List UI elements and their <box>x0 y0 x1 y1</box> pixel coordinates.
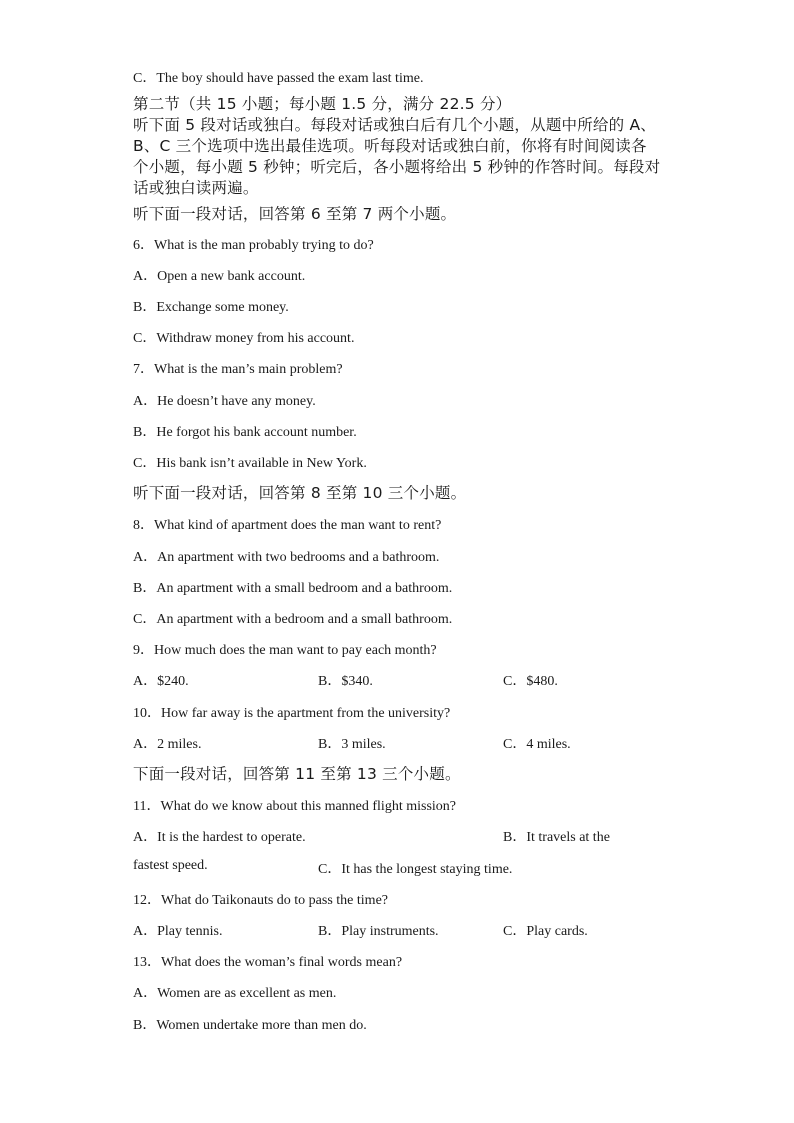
question-8: 8．What kind of apartment does the man want to rent? <box>133 518 442 533</box>
q6-option-b: B．Exchange some money. <box>133 300 289 315</box>
q9-option-a: A．$240. <box>133 674 189 689</box>
q7-option-c: C．His bank isn’t available in New York. <box>133 456 367 471</box>
q11-option-c: C．It has the longest staying time. <box>318 862 513 877</box>
q10-option-a: A．2 miles. <box>133 737 202 752</box>
question-13: 13．What does the woman’s final words mean? <box>133 955 403 970</box>
q11-option-b-start: B．It travels at the <box>503 830 610 845</box>
dialogue-intro-11-13: 下面一段对话，回答第 11 至第 13 三个小题。 <box>133 765 461 783</box>
q7-option-b: B．He forgot his bank account number. <box>133 425 357 440</box>
q11-option-b-end: fastest speed. <box>133 858 208 873</box>
question-6: 6．What is the man probably trying to do? <box>133 238 374 253</box>
question-9: 9．How much does the man want to pay each month? <box>133 643 437 658</box>
q6-option-a: A．Open a new bank account. <box>133 269 306 284</box>
q5-option-c: C．The boy should have passed the exam last time. <box>133 71 424 86</box>
q8-option-c: C．An apartment with a bedroom and a small bathroom. <box>133 612 453 627</box>
q13-option-a: A．Women are as excellent as men. <box>133 986 337 1001</box>
q10-option-b: B．3 miles. <box>318 737 386 752</box>
q6-option-c: C．Withdraw money from his account. <box>133 331 355 346</box>
q12-option-a: A．Play tennis. <box>133 924 223 939</box>
section-heading: 第二节（共 15 小题；每小题 1.5 分，满分 22.5 分） <box>133 95 512 113</box>
q9-option-b: B．$340. <box>318 674 373 689</box>
q13-option-b: B．Women undertake more than men do. <box>133 1018 367 1033</box>
q8-option-b: B．An apartment with a small bedroom and a bathroom. <box>133 581 453 596</box>
question-12: 12．What do Taikonauts do to pass the time? <box>133 893 388 908</box>
question-7: 7．What is the man’s main problem? <box>133 362 343 377</box>
question-11: 11．What do we know about this manned flight mission? <box>133 799 456 814</box>
q10-option-c: C．4 miles. <box>503 737 571 752</box>
question-10: 10．How far away is the apartment from the university? <box>133 706 451 721</box>
dialogue-intro-8-10: 听下面一段对话，回答第 8 至第 10 三个小题。 <box>133 484 467 502</box>
dialogue-intro-6-7: 听下面一段对话，回答第 6 至第 7 两个小题。 <box>133 205 457 223</box>
q12-option-c: C．Play cards. <box>503 924 588 939</box>
instructions-line-3: 个小题，每小题 5 秒钟；听完后，各小题将给出 5 秒钟的作答时间。每段对 <box>133 158 661 176</box>
instructions-line-2: B、C 三个选项中选出最佳选项。听每段对话或独白前，你将有时间阅读各 <box>133 137 647 155</box>
q9-option-c: C．$480. <box>503 674 558 689</box>
q11-option-a: A．It is the hardest to operate. <box>133 830 306 845</box>
q12-option-b: B．Play instruments. <box>318 924 439 939</box>
q7-option-a: A．He doesn’t have any money. <box>133 394 316 409</box>
instructions-line-4: 话或独白读两遍。 <box>133 179 259 197</box>
q8-option-a: A．An apartment with two bedrooms and a bathroom. <box>133 550 440 565</box>
instructions-line-1: 听下面 5 段对话或独白。每段对话或独白后有几个小题，从题中所给的 A、 <box>133 116 656 134</box>
